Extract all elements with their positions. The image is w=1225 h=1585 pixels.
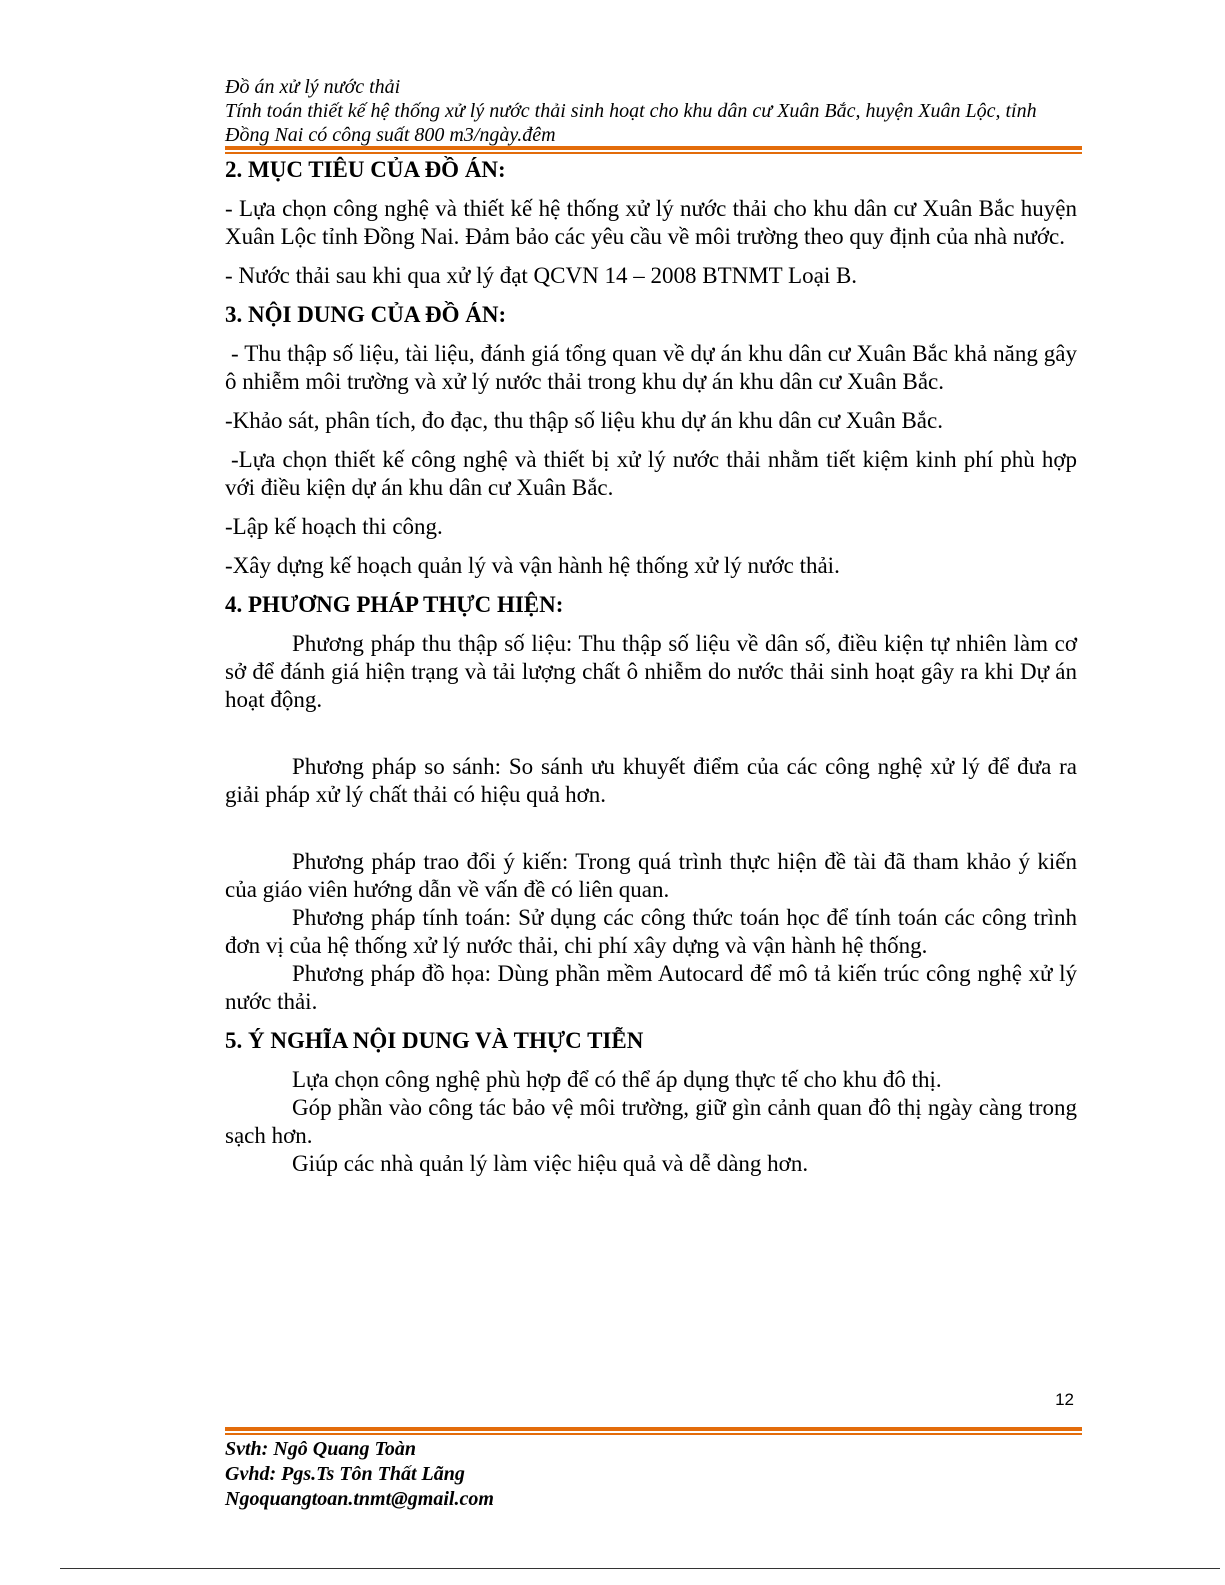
section-3-paragraph-4: -Lập kế hoạch thi công. (225, 514, 443, 539)
section-5-paragraph-3: Giúp các nhà quản lý làm việc hiệu quả và dễ dàng hơn. (292, 1151, 809, 1176)
header-subtitle-line1: Tính toán thiết kế hệ thống xử lý nước thải sinh hoạt cho khu dân cư Xuân Bắc, huyện Xuân Lộc, tỉnh (225, 100, 1037, 122)
header-title: Đồ án xử lý nước thải (225, 76, 401, 98)
section-5-heading: 5. Ý NGHĨA NỘI DUNG VÀ THỰC TIỄN (225, 1028, 644, 1053)
footer-student: Svth: Ngô Quang Toàn (225, 1438, 416, 1460)
section-2-paragraph-2: - Nước thải sau khi qua xử lý đạt QCVN 14 – 2008 BTNMT Loại B. (225, 263, 858, 288)
section-3-paragraph-5: -Xây dựng kế hoạch quản lý và vận hành hệ thống xử lý nước thải. (225, 553, 840, 578)
footer-email: Ngoquangtoan.tnmt@gmail.com (225, 1488, 494, 1510)
section-4-heading: 4. PHƯƠNG PHÁP THỰC HIỆN: (225, 592, 564, 617)
footer-advisor: Gvhd: Pgs.Ts Tôn Thất Lãng (225, 1463, 465, 1485)
section-3-paragraph-1: - Thu thập số liệu, tài liệu, đánh giá tổng quan về dự án khu dân cư Xuân Bắc khả năng gây ô nhiễm môi trường và xử lý nước thải trong khu dự án khu dân cư Xuân Bắc. (225, 341, 1077, 394)
header-divider (225, 146, 1082, 154)
section-4-paragraph-3: Phương pháp trao đổi ý kiến: Trong quá trình thực hiện đề tài đã tham khảo ý kiến của giáo viên hướng dẫn về vấn đề có liên quan. (225, 849, 1077, 902)
page-header (225, 75, 1080, 147)
section-3-heading: 3. NỘI DUNG CỦA ĐỒ ÁN: (225, 302, 507, 327)
section-4-paragraph-4: Phương pháp tính toán: Sử dụng các công thức toán học để tính toán các công trình đơn vị của hệ thống xử lý nước thải, chi phí xây dựng và vận hành hệ thống. (225, 905, 1077, 958)
section-3-paragraph-3: -Lựa chọn thiết kế công nghệ và thiết bị xử lý nước thải nhằm tiết kiệm kinh phí phù hợp với điều kiện dự án khu dân cư Xuân Bắc. (225, 447, 1077, 500)
page-number: 12 (1055, 1390, 1074, 1409)
page-bottom-edge (60, 1568, 1220, 1569)
section-4-paragraph-1: Phương pháp thu thập số liệu: Thu thập số liệu về dân số, điều kiện tự nhiên làm cơ sở để đánh giá hiện trạng và tải lượng chất ô nhiễm do nước thải sinh hoạt gây ra khi Dự án hoạt động. (225, 631, 1077, 712)
footer-divider (225, 1427, 1082, 1435)
page-footer (225, 1437, 494, 1512)
header-subtitle-line2: Đồng Nai có công suất 800 m3/ngày.đêm (225, 124, 556, 146)
section-2-heading: 2. MỤC TIÊU CỦA ĐỒ ÁN: (225, 157, 506, 182)
page-body (225, 156, 1077, 1178)
section-4-paragraph-5: Phương pháp đồ họa: Dùng phần mềm Autocard để mô tả kiến trúc công nghệ xử lý nước thải. (225, 961, 1077, 1014)
section-4-paragraph-2: Phương pháp so sánh: So sánh ưu khuyết điểm của các công nghệ xử lý để đưa ra giải pháp xử lý chất thải có hiệu quả hơn. (225, 754, 1077, 807)
section-5-paragraph-1: Lựa chọn công nghệ phù hợp để có thể áp dụng thực tế cho khu đô thị. (292, 1067, 942, 1092)
section-5-paragraph-2: Góp phần vào công tác bảo vệ môi trường, giữ gìn cảnh quan đô thị ngày càng trong sạch hơn. (225, 1095, 1077, 1148)
section-2-paragraph-1: - Lựa chọn công nghệ và thiết kế hệ thống xử lý nước thải cho khu dân cư Xuân Bắc huyện Xuân Lộc tỉnh Đồng Nai. Đảm bảo các yêu cầu về môi trường theo quy định của nhà nước. (225, 196, 1077, 249)
section-3-paragraph-2: -Khảo sát, phân tích, đo đạc, thu thập số liệu khu dự án khu dân cư Xuân Bắc. (225, 408, 943, 433)
